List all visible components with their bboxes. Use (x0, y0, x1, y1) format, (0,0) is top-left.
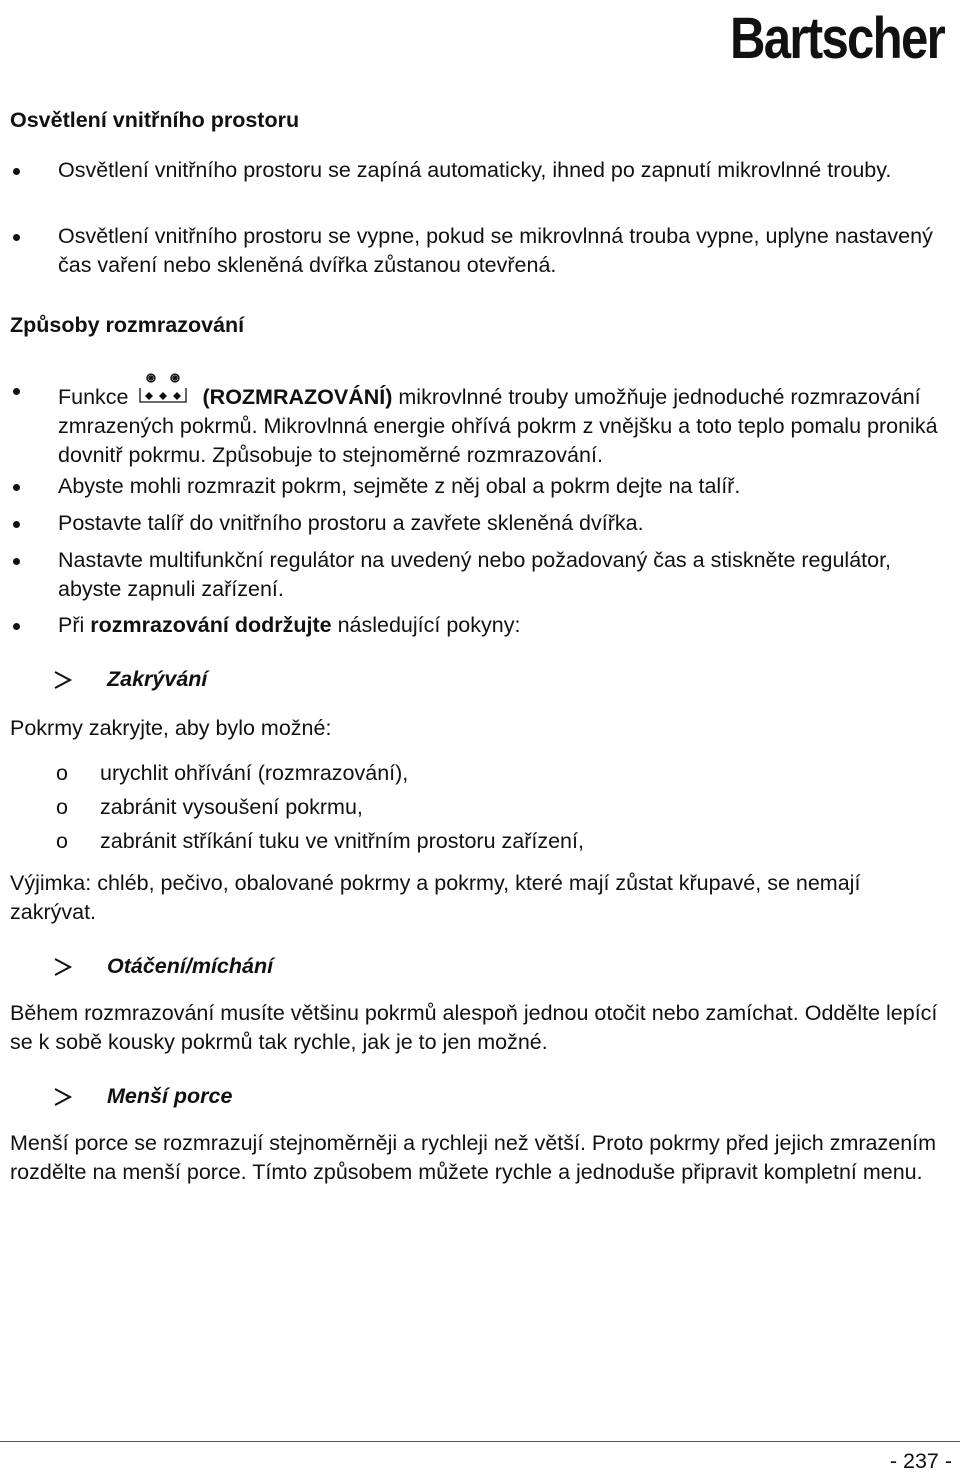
arrow-bullet-icon (52, 669, 74, 691)
page-number: - 237 - (889, 1449, 952, 1473)
list-item (10, 829, 940, 863)
list-item (10, 795, 940, 829)
list-item-text: Nastavte multifunkční regulátor na uvedený nebo požadovaný čas a stiskněte regulátor, abyste zapnuli zařízení. (58, 548, 892, 601)
brand-logo (730, 4, 946, 70)
list-item (10, 222, 940, 280)
instruction-emphasis: rozmrazování dodržujte (90, 613, 332, 637)
covering-exception: Výjimka: chléb, pečivo, obalované pokrmy a pokrmy, které mají zůstat křupavé, se nemají zakrývat. (10, 871, 861, 924)
list-item-text (58, 611, 940, 640)
subheading-label: Otáčení/míchání (107, 954, 274, 978)
list-item (10, 546, 940, 604)
list-marker: o (56, 829, 68, 853)
list-item-text: Osvětlení vnitřního prostoru se zapíná automaticky, ihned po zapnutí mikrovlnné trouby. (58, 158, 892, 182)
list-item-text: Osvětlení vnitřního prostoru se vypne, pokud se mikrovlnná trouba vypne, uplyne nastavený čas vaření nebo skleněná dvířka zůstanou otevřená. (58, 224, 933, 277)
subheading-label: Menší porce (107, 1084, 233, 1108)
list-marker: o (56, 795, 68, 819)
defrost-icon (137, 372, 189, 406)
list-marker: o (56, 761, 68, 785)
list-item-text: zabránit stříkání tuku ve vnitřním prostoru zařízení, (100, 829, 584, 853)
portions-text: Menší porce se rozmrazují stejnoměrněji a rychleji než větší. Proto pokrmy před jejich zmrazením rozdělte na menší porce. Tímto způsobem můžete rychle a jednoduše připravit kompletní menu. (10, 1131, 937, 1184)
list-item (10, 509, 940, 538)
section-title-defrost: Způsoby rozmrazování (10, 313, 245, 337)
arrow-bullet-icon (52, 956, 74, 978)
instruction-suffix: následující pokyny: (337, 613, 521, 637)
covering-intro: Pokrmy zakryjte, aby bylo možné: (10, 716, 332, 740)
arrow-bullet-icon (52, 1086, 74, 1108)
list-item (10, 372, 940, 470)
defrost-description: mikrovlnné trouby umožňuje jednoduché rozmrazování zmrazených pokrmů. Mikrovlnná energie ohřívá pokrm z vnějšku a toto teplo pomalu proniká dovnitř pokrmu. Způsobuje to stejnoměrné rozmrazování. (58, 385, 938, 467)
defrost-label: (ROZMRAZOVÁNÍ) (202, 385, 393, 409)
list-item-text: Postavte talíř do vnitřního prostoru a zavřete skleněná dvířka. (58, 511, 644, 535)
list-item-text: urychlit ohřívání (rozmrazování), (100, 761, 409, 785)
list-item (10, 472, 940, 501)
footer-divider (0, 1441, 960, 1442)
list-item (10, 611, 940, 640)
bartscher-logo-icon (730, 4, 946, 70)
instruction-prefix: Při (58, 613, 85, 637)
list-item-text: zabránit vysoušení pokrmu, (100, 795, 363, 819)
covering-list (10, 761, 940, 863)
svg-text:Bartscher: Bartscher (730, 6, 946, 71)
list-item (10, 156, 940, 185)
function-label: Funkce (58, 385, 129, 409)
turning-text: Během rozmrazování musíte většinu pokrmů alespoň jednou otočit nebo zamíchat. Oddělte lepící se k sobě kousky pokrmů tak rychle, jak je to jen možné. (10, 1001, 938, 1054)
list-item (10, 761, 940, 795)
list-item-text: Abyste mohli rozmrazit pokrm, sejměte z něj obal a pokrm dejte na talíř. (58, 474, 741, 498)
list-item-text (58, 372, 940, 470)
subheading-label: Zakrývání (107, 667, 208, 691)
section-title-lighting: Osvětlení vnitřního prostoru (10, 108, 300, 132)
